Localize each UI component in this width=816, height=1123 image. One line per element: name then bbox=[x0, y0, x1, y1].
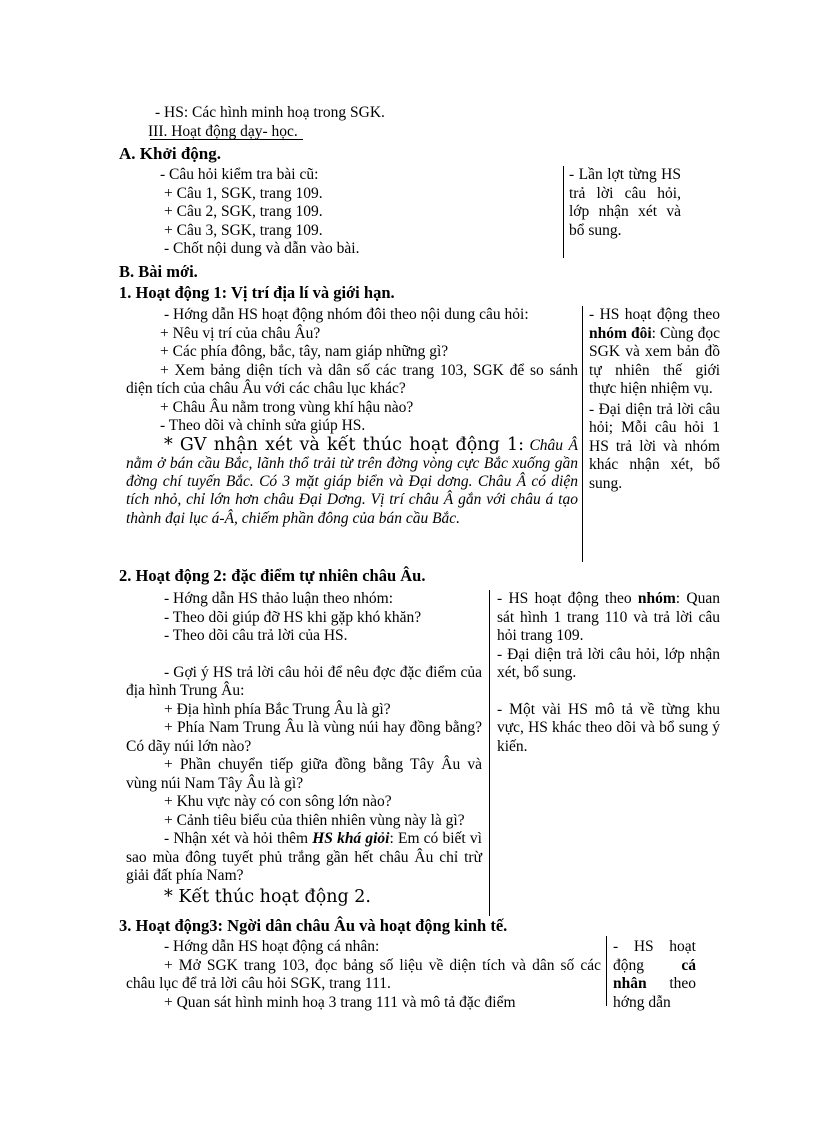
hd1-conclusion-lead: * GV nhận xét và kết thúc hoạt động 1: bbox=[164, 434, 524, 455]
hd2-left bbox=[126, 590, 482, 908]
hd1-item: - Hớng dẫn HS hoạt động nhóm đôi theo nội dung câu hỏi: bbox=[164, 306, 529, 323]
hd1-item: - Theo dõi và chỉnh sửa giúp HS. bbox=[160, 417, 366, 434]
hd2-right-2: - Đại diện trả lời câu hỏi, lớp nhận xét, bổ sung. bbox=[497, 645, 720, 681]
hd3-item: + Mở SGK trang 103, đọc bảng số liệu về diện tích và dân số các châu lục để trả lời câu hỏi SGK, trang 111. bbox=[126, 956, 601, 992]
hd3-title: 3. Hoạt động3: Ngời dân châu Âu và hoạt động kinh tế. bbox=[119, 916, 508, 935]
hd3-left bbox=[126, 938, 601, 1012]
part-a-item: - Chốt nội dung và dẫn vào bài. bbox=[164, 240, 360, 257]
hd2-right-1: - HS hoạt động theo nhóm: Quan sát hình 1 trang 110 và trả lời câu hỏi trang 109. bbox=[497, 590, 720, 644]
hd1-title: 1. Hoạt động 1: Vị trí địa lí và giới hạn. bbox=[119, 283, 395, 302]
hd1-right-2: - Đại diện trả lời câu hỏi; Mỗi câu hỏi 1 HS trả lời và nhóm khác nhận xét, bổ sung. bbox=[589, 400, 720, 492]
hd1-item: + Xem bảng diện tích và dân số các trang 103, SGK để so sánh diện tích của châu Âu với các châu lục khác? bbox=[126, 361, 578, 397]
hd2-title: 2. Hoạt động 2: đặc điểm tự nhiên châu Âu. bbox=[119, 566, 426, 585]
section-3-heading: III. Hoạt động dạy- học. bbox=[148, 123, 298, 140]
hd1-right bbox=[589, 306, 720, 493]
hd1-conclusion-text: Châu Â nằm ở bán cầu Bắc, lãnh thổ trải từ trên đờng vòng cực Bắc xuống gần đờng chí tuyến Bắc. Có 3 mặt giáp biển và Đại dơng. Châu Â có diện tích nhỏ, chỉ lớn hơn châu Đại Dơng. Vị trí châu Â gắn với châu á tạo thành đại lục á-Â, chiếm phần đông của bán cầu Bắc. bbox=[126, 436, 578, 527]
hd3-right: - HS hoạt động cá nhân theo hớng dẫn bbox=[613, 938, 696, 1011]
part-a-right: - Lần lợt từng HS trả lời câu hỏi, lớp nhận xét và bổ sung. bbox=[569, 166, 681, 239]
part-a-left bbox=[160, 166, 560, 259]
hd2-right-3: - Một vài HS mô tả về từng khu vực, HS khác theo dõi và bổ sung ý kiến. bbox=[497, 700, 720, 755]
hd1-right-1: - HS hoạt động theo nhóm đôi: Cùng đọc SGK và xem bản đồ tự nhiên thế giới thực hiện nhiệm vụ. bbox=[589, 306, 720, 397]
part-a-item: + Câu 3, SGK, trang 109. bbox=[164, 221, 323, 239]
hd2-item: + Địa hình phía Bắc Trung Âu là gì? bbox=[164, 700, 391, 718]
part-a-item: + Câu 2, SGK, trang 109. bbox=[164, 203, 323, 220]
part-a-divider bbox=[563, 166, 564, 258]
hd2-item: - Theo dõi câu trả lời của HS. bbox=[164, 627, 348, 644]
part-a-item: + Câu 1, SGK, trang 109. bbox=[164, 184, 323, 202]
hd3-item: + Quan sát hình minh hoạ 3 trang 111 và mô tả đặc điểm bbox=[164, 993, 516, 1011]
hd2-item: + Phần chuyển tiếp giữa đồng bằng Tây Âu và vùng núi Nam Tây Âu là gì? bbox=[126, 756, 482, 792]
hd2-right bbox=[497, 590, 720, 756]
section-3-underline-strike bbox=[150, 139, 303, 140]
hd2-item: + Cảnh tiêu biểu của thiên nhiên vùng này là gì? bbox=[164, 811, 465, 829]
hd1-conclusion bbox=[126, 436, 578, 528]
materials-line: - HS: Các hình minh hoạ trong SGK. bbox=[155, 104, 385, 121]
hd3-item: - Hớng dẫn HS hoạt động cá nhân: bbox=[164, 938, 380, 955]
hd1-item: + Các phía đông, bắc, tây, nam giáp những gì? bbox=[160, 343, 449, 360]
hd2-divider bbox=[489, 590, 490, 916]
hd2-item: + Phía Nam Trung Âu là vùng núi hay đồng bằng? Có dãy núi lớn nào? bbox=[126, 719, 482, 755]
hd3-divider bbox=[606, 936, 607, 1006]
hd2-item: - Gợi ý HS trả lời câu hỏi để nêu đợc đặc điểm của địa hình Trung Âu: bbox=[126, 663, 482, 699]
hd2-item: + Khu vực này có con sông lớn nào? bbox=[164, 793, 392, 810]
hd2-item: - Hớng dẫn HS thảo luận theo nhóm: bbox=[164, 590, 394, 607]
hd1-divider bbox=[582, 306, 583, 562]
hd2-item: - Theo dõi giúp đỡ HS khi gặp khó khăn? bbox=[164, 608, 422, 626]
hd2-conclusion: * Kết thúc hoạt động 2. bbox=[164, 886, 371, 907]
hd1-left bbox=[126, 306, 578, 528]
hd1-item: + Châu Âu nằm trong vùng khí hậu nào? bbox=[160, 398, 414, 416]
hd1-item: + Nêu vị trí của châu Âu? bbox=[160, 324, 321, 342]
part-a-title: A. Khởi động. bbox=[119, 144, 221, 163]
part-a-item: - Câu hỏi kiểm tra bài cũ: bbox=[160, 166, 319, 183]
hd2-item-question: - Nhận xét và hỏi thêm HS khá giỏi: Em có biết vì sao mùa đông tuyết phủ trắng gần hết châu Âu chỉ trừ giải đất phía Nam? bbox=[126, 830, 482, 884]
part-b-title: B. Bài mới. bbox=[119, 262, 198, 281]
